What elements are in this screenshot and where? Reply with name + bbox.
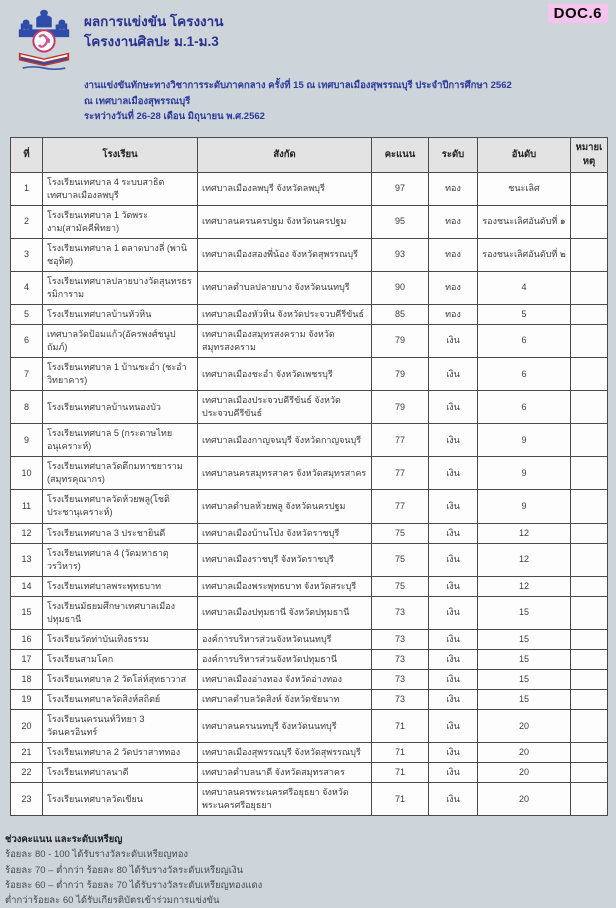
grading-criteria xyxy=(5,832,616,908)
cell-medal: เงิน xyxy=(429,710,478,743)
cell-affiliation: เทศบาลเมืองประจวบคีรีขันธ์ จังหวัดประจวบคีรีขันธ์ xyxy=(198,391,372,424)
cell-no: 3 xyxy=(11,238,43,271)
grading-heading: ช่วงคะแนน และระดับเหรียญ xyxy=(5,834,123,846)
cell-rank: 12 xyxy=(478,576,571,596)
cell-score: 71 xyxy=(372,743,429,763)
cell-medal: เงิน xyxy=(429,324,478,357)
cell-note xyxy=(571,304,608,324)
cell-no: 4 xyxy=(11,271,43,304)
cell-school: โรงเรียนเทศบาล 1 บ้านชะอำ (ชะอำวิทยาคาร) xyxy=(43,358,198,391)
cell-no: 7 xyxy=(11,358,43,391)
cell-rank: 4 xyxy=(478,271,571,304)
cell-no: 11 xyxy=(11,490,43,523)
cell-affiliation: เทศบาลเมืองชะอำ จังหวัดเพชรบุรี xyxy=(198,358,372,391)
cell-note xyxy=(571,238,608,271)
table-row xyxy=(11,358,608,391)
cell-note xyxy=(571,576,608,596)
column-header-0: ที่ xyxy=(11,138,43,173)
cell-score: 71 xyxy=(372,783,429,816)
table-row xyxy=(11,629,608,649)
cell-school: โรงเรียนเทศบาลบ้านหนองบัว xyxy=(43,391,198,424)
cell-medal: เงิน xyxy=(429,763,478,783)
cell-school: โรงเรียนนครนนท์วิทยา 3 วัดนครอินทร์ xyxy=(43,710,198,743)
cell-affiliation: เทศบาลนครสมุทรสาคร จังหวัดสมุทรสาคร xyxy=(198,457,372,490)
cell-score: 79 xyxy=(372,324,429,357)
cell-school: โรงเรียนวัดท่าบันเทิงธรรม xyxy=(43,629,198,649)
cell-medal: เงิน xyxy=(429,358,478,391)
cell-no: 5 xyxy=(11,304,43,324)
cell-score: 75 xyxy=(372,543,429,576)
column-header-3: คะแนน xyxy=(372,138,429,173)
cell-school: โรงเรียนเทศบาล 4 ระบบสาธิตเทศบาลเมืองลพบุรี xyxy=(43,172,198,205)
cell-affiliation: เทศบาลเมืองราชบุรี จังหวัดราชบุรี xyxy=(198,543,372,576)
cell-score: 77 xyxy=(372,490,429,523)
cell-note xyxy=(571,783,608,816)
cell-school: โรงเรียนเทศบาล 2 วัดโล่ห์สุทธาวาส xyxy=(43,669,198,689)
table-row xyxy=(11,710,608,743)
page-title-line1: ผลการแข่งขัน โครงงาน xyxy=(84,14,224,29)
cell-affiliation: เทศบาลนครพระนครศรีอยุธยา จังหวัดพระนครศรีอยุธยา xyxy=(198,783,372,816)
table-row xyxy=(11,271,608,304)
results-table xyxy=(10,137,608,816)
cell-affiliation: เทศบาลนครนครปฐม จังหวัดนครปฐม xyxy=(198,205,372,238)
title-block xyxy=(84,8,223,53)
cell-rank: 5 xyxy=(478,304,571,324)
cell-no: 22 xyxy=(11,763,43,783)
cell-rank: 6 xyxy=(478,358,571,391)
cell-score: 77 xyxy=(372,424,429,457)
cell-score: 75 xyxy=(372,523,429,543)
page-title-line2: โครงงานศิลปะ ม.1-ม.3 xyxy=(84,34,219,50)
cell-no: 16 xyxy=(11,629,43,649)
cell-school: โรงเรียนเทศบาลปลายบางวัดสุนทรธรรมิการาม xyxy=(43,271,198,304)
cell-note xyxy=(571,596,608,629)
cell-no: 14 xyxy=(11,576,43,596)
cell-note xyxy=(571,424,608,457)
cell-rank: 20 xyxy=(478,783,571,816)
cell-medal: ทอง xyxy=(429,205,478,238)
cell-rank: ชนะเลิศ xyxy=(478,172,571,205)
cell-school: โรงเรียนเทศบาลวัดห้วยพลู(โชติประชานุเคราะห์) xyxy=(43,490,198,523)
cell-score: 90 xyxy=(372,271,429,304)
cell-school: โรงเรียนเทศบาล 2 วัดปราสาททอง xyxy=(43,743,198,763)
cell-affiliation: เทศบาลเมืองอ่างทอง จังหวัดอ่างทอง xyxy=(198,669,372,689)
cell-no: 1 xyxy=(11,172,43,205)
cell-note xyxy=(571,710,608,743)
cell-rank: 20 xyxy=(478,743,571,763)
table-row xyxy=(11,576,608,596)
cell-affiliation: เทศบาลเมืองกาญจนบุรี จังหวัดกาญจนบุรี xyxy=(198,424,372,457)
cell-rank: 12 xyxy=(478,543,571,576)
cell-rank: 15 xyxy=(478,596,571,629)
cell-no: 13 xyxy=(11,543,43,576)
cell-note xyxy=(571,358,608,391)
cell-no: 17 xyxy=(11,649,43,669)
table-row xyxy=(11,391,608,424)
column-header-2: สังกัด xyxy=(198,138,372,173)
cell-rank: 9 xyxy=(478,424,571,457)
cell-note xyxy=(571,523,608,543)
cell-no: 18 xyxy=(11,669,43,689)
cell-note xyxy=(571,629,608,649)
cell-no: 20 xyxy=(11,710,43,743)
table-row xyxy=(11,743,608,763)
cell-affiliation: องค์การบริหารส่วนจังหวัดนนทบุรี xyxy=(198,629,372,649)
municipal-crest-logo xyxy=(14,8,74,70)
grading-line: ร้อยละ 60 – ต่ำกว่า ร้อยละ 70 ได้รับรางวัลระดับเหรียญทองแดง xyxy=(5,879,263,891)
cell-school: โรงเรียนมัธยมศึกษาเทศบาลเมืองปทุมธานี xyxy=(43,596,198,629)
cell-score: 77 xyxy=(372,457,429,490)
cell-no: 12 xyxy=(11,523,43,543)
column-header-4: ระดับ xyxy=(429,138,478,173)
cell-score: 75 xyxy=(372,576,429,596)
table-row xyxy=(11,596,608,629)
cell-rank: รองชนะเลิศอันดับที่ ๑ xyxy=(478,205,571,238)
table-row xyxy=(11,172,608,205)
cell-affiliation: เทศบาลเมืองสมุทรสงคราม จังหวัดสมุทรสงคราม xyxy=(198,324,372,357)
cell-score: 73 xyxy=(372,596,429,629)
cell-note xyxy=(571,763,608,783)
cell-medal: เงิน xyxy=(429,490,478,523)
cell-affiliation: เทศบาลเมืองหัวหิน จังหวัดประจวบคีรีขันธ์ xyxy=(198,304,372,324)
cell-rank: 6 xyxy=(478,391,571,424)
cell-medal: เงิน xyxy=(429,783,478,816)
cell-note xyxy=(571,669,608,689)
cell-no: 6 xyxy=(11,324,43,357)
table-header-row xyxy=(11,138,608,173)
cell-note xyxy=(571,205,608,238)
cell-medal: เงิน xyxy=(429,523,478,543)
cell-score: 71 xyxy=(372,710,429,743)
cell-note xyxy=(571,543,608,576)
cell-rank: รองชนะเลิศอันดับที่ ๒ xyxy=(478,238,571,271)
cell-rank: 9 xyxy=(478,490,571,523)
column-header-5: อันดับ xyxy=(478,138,571,173)
cell-score: 85 xyxy=(372,304,429,324)
cell-medal: เงิน xyxy=(429,629,478,649)
cell-medal: ทอง xyxy=(429,172,478,205)
cell-affiliation: องค์การบริหารส่วนจังหวัดปทุมธานี xyxy=(198,649,372,669)
cell-note xyxy=(571,271,608,304)
table-row xyxy=(11,457,608,490)
table-row xyxy=(11,324,608,357)
cell-rank: 15 xyxy=(478,669,571,689)
cell-affiliation: เทศบาลเมืองบ้านโป่ง จังหวัดราชบุรี xyxy=(198,523,372,543)
grading-line: ร้อยละ 70 – ต่ำกว่า ร้อยละ 80 ได้รับรางวัลระดับเหรียญเงิน xyxy=(5,864,244,876)
cell-rank: 15 xyxy=(478,649,571,669)
doc-number-badge: DOC.6 xyxy=(548,4,608,23)
cell-rank: 9 xyxy=(478,457,571,490)
table-row xyxy=(11,490,608,523)
cell-score: 73 xyxy=(372,649,429,669)
cell-medal: เงิน xyxy=(429,596,478,629)
cell-note xyxy=(571,172,608,205)
cell-affiliation: เทศบาลเมืองลพบุรี จังหวัดลพบุรี xyxy=(198,172,372,205)
event-dates: ระหว่างวันที่ 26-28 เดือน มิถุนายน พ.ศ.2562 xyxy=(84,111,265,123)
cell-rank: 6 xyxy=(478,324,571,357)
cell-school: เทศบาลวัดป้อมแก้ว(อัครพงศ์ชนูปถัมภ์) xyxy=(43,324,198,357)
table-row xyxy=(11,304,608,324)
cell-score: 73 xyxy=(372,629,429,649)
table-row xyxy=(11,669,608,689)
cell-no: 2 xyxy=(11,205,43,238)
column-header-1: โรงเรียน xyxy=(43,138,198,173)
event-name: งานแข่งขันทักษะทางวิชาการระดับภาคกลาง ครั้งที่ 15 ณ เทศบาลเมืองสุพรรณบุรี ประจำปีการศึกษา 2562 xyxy=(84,80,512,91)
cell-rank: 12 xyxy=(478,523,571,543)
cell-school: โรงเรียนเทศบาลบ้านหัวหิน xyxy=(43,304,198,324)
table-row xyxy=(11,424,608,457)
cell-affiliation: เทศบาลตำบลห้วยพลู จังหวัดนครปฐม xyxy=(198,490,372,523)
cell-medal: ทอง xyxy=(429,271,478,304)
cell-no: 8 xyxy=(11,391,43,424)
cell-score: 79 xyxy=(372,358,429,391)
cell-no: 10 xyxy=(11,457,43,490)
cell-score: 73 xyxy=(372,669,429,689)
cell-medal: เงิน xyxy=(429,689,478,709)
open-book-icon xyxy=(19,53,69,67)
cell-school: โรงเรียนเทศบาลวัดตึกมหาชยาราม (สมุทรคุณากร) xyxy=(43,457,198,490)
cell-note xyxy=(571,391,608,424)
cell-rank: 15 xyxy=(478,629,571,649)
event-details xyxy=(84,78,616,125)
cell-score: 95 xyxy=(372,205,429,238)
cell-school: โรงเรียนเทศบาล 3 ประชายินดี xyxy=(43,523,198,543)
cell-note xyxy=(571,457,608,490)
cell-school: โรงเรียนเทศบาลวัดเขียน xyxy=(43,783,198,816)
cell-medal: เงิน xyxy=(429,543,478,576)
table-row xyxy=(11,543,608,576)
cell-medal: ทอง xyxy=(429,238,478,271)
cell-affiliation: เทศบาลนครนนทบุรี จังหวัดนนทบุรี xyxy=(198,710,372,743)
cell-school: โรงเรียนเทศบาล 5 (กระดาษไทยอนุเคราะห์) xyxy=(43,424,198,457)
cell-no: 23 xyxy=(11,783,43,816)
table-row xyxy=(11,763,608,783)
cell-rank: 15 xyxy=(478,689,571,709)
cell-score: 73 xyxy=(372,689,429,709)
table-row xyxy=(11,689,608,709)
table-row xyxy=(11,238,608,271)
cell-medal: เงิน xyxy=(429,457,478,490)
table-row xyxy=(11,523,608,543)
cell-medal: เงิน xyxy=(429,669,478,689)
event-venue: ณ เทศบาลเมืองสุพรรณบุรี xyxy=(84,95,191,107)
table-row xyxy=(11,649,608,669)
motto-squiggle-icon xyxy=(23,67,66,69)
table-row xyxy=(11,783,608,816)
cell-school: โรงเรียนเทศบาลวัดสิงห์สถิตย์ xyxy=(43,689,198,709)
cell-medal: เงิน xyxy=(429,391,478,424)
cell-school: โรงเรียนเทศบาลพระพุทธบาท xyxy=(43,576,198,596)
cell-no: 19 xyxy=(11,689,43,709)
cell-school: โรงเรียนสามโคก xyxy=(43,649,198,669)
cell-note xyxy=(571,689,608,709)
document-header xyxy=(0,0,616,70)
cell-score: 93 xyxy=(372,238,429,271)
cell-no: 9 xyxy=(11,424,43,457)
emblem-circle-icon xyxy=(33,30,54,51)
cell-medal: เงิน xyxy=(429,424,478,457)
table-row xyxy=(11,205,608,238)
cell-affiliation: เทศบาลเมืองสุพรรณบุรี จังหวัดสุพรรณบุรี xyxy=(198,743,372,763)
cell-affiliation: เทศบาลเมืองสองพี่น้อง จังหวัดสุพรรณบุรี xyxy=(198,238,372,271)
cell-school: โรงเรียนเทศบาลนาดี xyxy=(43,763,198,783)
cell-score: 71 xyxy=(372,763,429,783)
cell-note xyxy=(571,324,608,357)
cell-medal: ทอง xyxy=(429,304,478,324)
grading-line: ต่ำกว่าร้อยละ 60 ได้รับเกียรติบัตรเข้าร่วมการแข่งขัน xyxy=(5,895,220,907)
cell-score: 97 xyxy=(372,172,429,205)
cell-school: โรงเรียนเทศบาล 1 ตลาดบางลี่ (พานิชอุทิศ) xyxy=(43,238,198,271)
cell-medal: เงิน xyxy=(429,649,478,669)
cell-rank: 20 xyxy=(478,710,571,743)
cell-affiliation: เทศบาลตำบลปลายบาง จังหวัดนนทบุรี xyxy=(198,271,372,304)
cell-no: 21 xyxy=(11,743,43,763)
cell-note xyxy=(571,743,608,763)
cell-no: 15 xyxy=(11,596,43,629)
cell-affiliation: เทศบาลตำบลวัดสิงห์ จังหวัดชัยนาท xyxy=(198,689,372,709)
cell-affiliation: เทศบาลเมืองปทุมธานี จังหวัดปทุมธานี xyxy=(198,596,372,629)
grading-line: ร้อยละ 80 - 100 ได้รับรางวัลระดับเหรียญทอง xyxy=(5,849,189,861)
cell-school: โรงเรียนเทศบาล 4 (วัดมหาธาตุวรวิหาร) xyxy=(43,543,198,576)
cell-medal: เงิน xyxy=(429,576,478,596)
cell-note xyxy=(571,490,608,523)
column-header-6: หมายเหตุ xyxy=(571,138,608,173)
cell-score: 79 xyxy=(372,391,429,424)
cell-affiliation: เทศบาลเมืองพระพุทธบาท จังหวัดสระบุรี xyxy=(198,576,372,596)
cell-rank: 20 xyxy=(478,763,571,783)
cell-affiliation: เทศบาลตำบลนาดี จังหวัดสมุทรสาคร xyxy=(198,763,372,783)
cell-school: โรงเรียนเทศบาล 1 วัดพระงาม(สามัคคีพิทยา) xyxy=(43,205,198,238)
cell-medal: เงิน xyxy=(429,743,478,763)
cell-note xyxy=(571,649,608,669)
